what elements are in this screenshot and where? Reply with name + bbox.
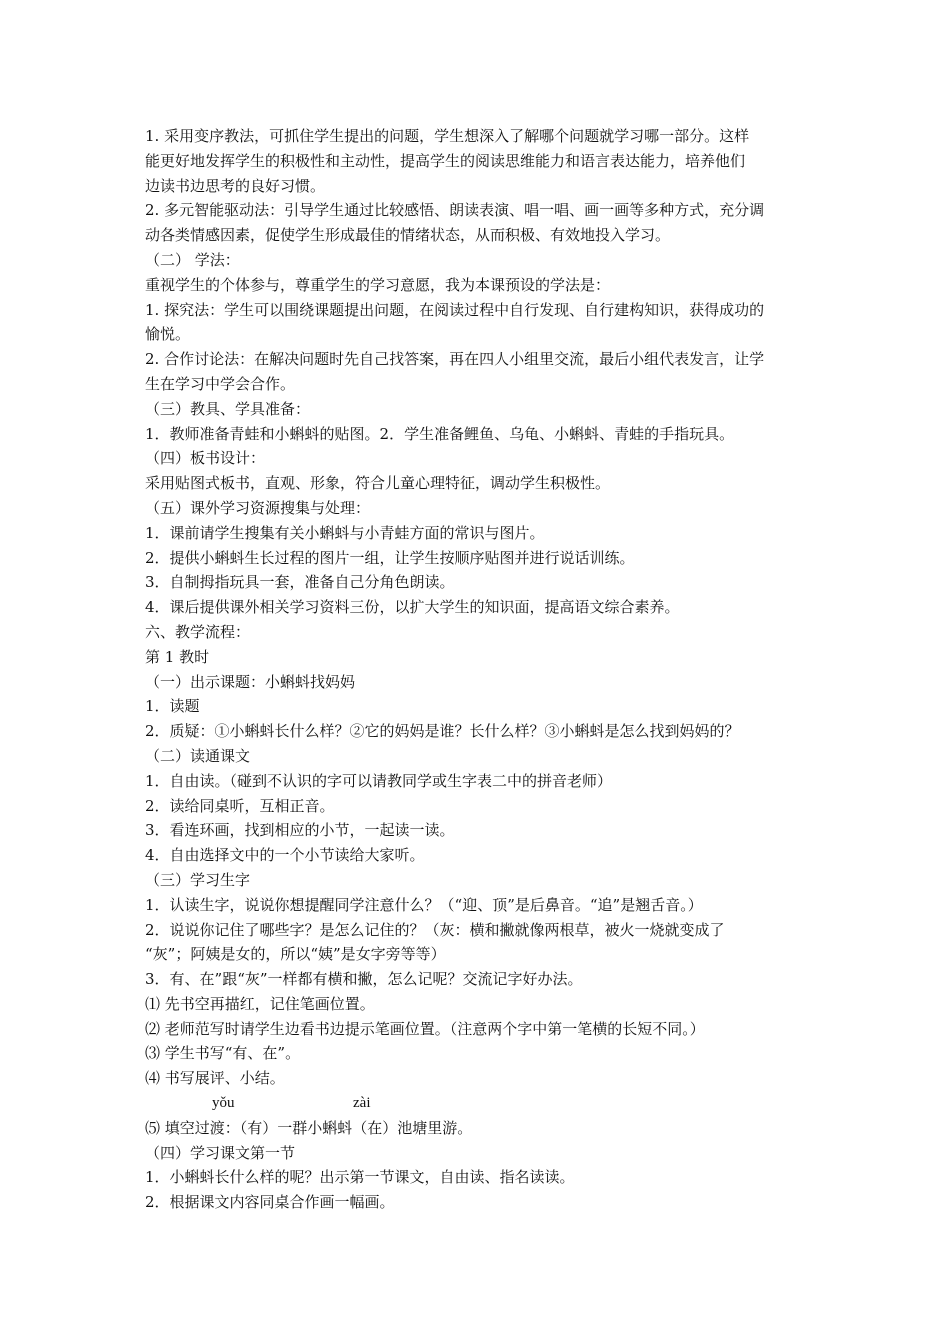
text-line: 3．有、在”跟“灰”一样都有横和撇，怎么记呢？交流记字好办法。 — [145, 970, 583, 989]
text-line: 3．看连环画，找到相应的小节，一起读一读。 — [145, 821, 455, 840]
section-heading: （三）教具、学具准备： — [145, 399, 311, 418]
section-heading: （四）板书设计： — [145, 449, 266, 468]
text-line: 2．读给同桌听，互相正音。 — [145, 796, 335, 815]
text-line: ⑶ 学生书写“有、在”。 — [145, 1044, 301, 1063]
section-heading: （二）读通课文 — [145, 746, 251, 765]
text-line: ⑸ 填空过渡：（有）一群小蝌蚪（在）池塘里游。 — [145, 1118, 473, 1137]
text-line: 生在学习中学会合作。 — [145, 374, 296, 393]
text-line: 重视学生的个体参与，尊重学生的学习意愿，我为本课预设的学法是： — [145, 275, 611, 294]
text-line: 边读书边思考的良好习惯。 — [145, 176, 326, 195]
text-line: ⑵ 老师范写时请学生边看书边提示笔画位置。（注意两个字中第一笔横的长短不同。） — [145, 1019, 705, 1038]
pinyin-zai: zài — [353, 1095, 371, 1112]
text-line: 2. 合作讨论法：在解决问题时先自己找答案，再在四人小组里交流，最后小组代表发言，让学 — [145, 350, 765, 369]
text-line: 2．根据课文内容同桌合作画一幅画。 — [145, 1193, 395, 1212]
section-heading: （二） 学法： — [145, 250, 240, 269]
text-line: “灰”；阿姨是女的，所以“姨”是女字旁等等） — [145, 945, 446, 964]
section-heading: （一）出示课题：小蝌蚪找妈妈 — [145, 672, 356, 691]
text-line: 1．认读生字，说说你想提醒同学注意什么？（“迎、顶”是后鼻音。“追”是翘舌音。） — [145, 895, 703, 914]
text-line: 能更好地发挥学生的积极性和主动性，提高学生的阅读思维能力和语言表达能力，培养他们 — [145, 151, 746, 170]
section-heading: （三）学习生字 — [145, 870, 251, 889]
text-line: 1. 采用变序教法，可抓住学生提出的问题，学生想深入了解哪个问题就学习哪一部分。这样 — [145, 127, 750, 145]
text-line: 4．自由选择文中的一个小节读给大家听。 — [145, 846, 425, 865]
pinyin-you: yǒu — [212, 1095, 235, 1112]
document-body — [145, 124, 810, 1215]
text-line: ⑷ 书写展评、小结。 — [145, 1069, 285, 1088]
text-line: 1．小蝌蚪长什么样的呢？出示第一节课文，自由读、指名读读。 — [145, 1168, 575, 1187]
text-line: 1．教师准备青蛙和小蝌蚪的贴图。2．学生准备鲤鱼、乌龟、小蝌蚪、青蛙的手指玩具。 — [145, 424, 735, 443]
text-line: 1．自由读。（碰到不认识的字可以请教同学或生字表二中的拼音老师） — [145, 771, 613, 790]
text-line: 1. 探究法：学生可以围绕课题提出问题，在阅读过程中自行发现、自行建构知识，获得成功的 — [145, 300, 765, 319]
text-line: 愉悦。 — [145, 325, 191, 344]
text-line: 2．提供小蝌蚪生长过程的图片一组，让学生按顺序贴图并进行说话训练。 — [145, 548, 635, 567]
text-line: 4．课后提供课外相关学习资料三份，以扩大学生的知识面，提高语文综合素养。 — [145, 598, 680, 617]
section-heading: 六、教学流程： — [145, 622, 251, 641]
text-line: 1．课前请学生搜集有关小蝌蚪与小青蛙方面的常识与图片。 — [145, 523, 545, 542]
text-line: 采用贴图式板书，直观、形象，符合儿童心理特征，调动学生积极性。 — [145, 474, 611, 493]
text-line: 2．说说你记住了哪些字？是怎么记住的？（灰：横和撇就像两根草，被火一烧就变成了 — [145, 920, 725, 939]
text-line: 2. 多元智能驱动法：引导学生通过比较感悟、朗读表演、唱一唱、画一画等多种方式，充分调 — [145, 201, 765, 220]
text-line: 动各类情感因素，促使学生形成最佳的情绪状态，从而积极、有效地投入学习。 — [145, 226, 671, 245]
section-heading: （四）学习课文第一节 — [145, 1143, 296, 1162]
text-line: ⑴ 先书空再描红，记住笔画位置。 — [145, 994, 375, 1013]
pinyin-line — [145, 1091, 810, 1116]
text-line: 2．质疑：①小蝌蚪长什么样？②它的妈妈是谁？长什么样？③小蝌蚪是怎么找到妈妈的？ — [145, 722, 740, 741]
section-heading: （五）课外学习资源搜集与处理： — [145, 498, 371, 517]
text-line: 1．读题 — [145, 697, 200, 716]
text-line: 3．自制拇指玩具一套，准备自己分角色朗读。 — [145, 573, 455, 592]
text-line: 第 1 教时 — [145, 647, 210, 666]
